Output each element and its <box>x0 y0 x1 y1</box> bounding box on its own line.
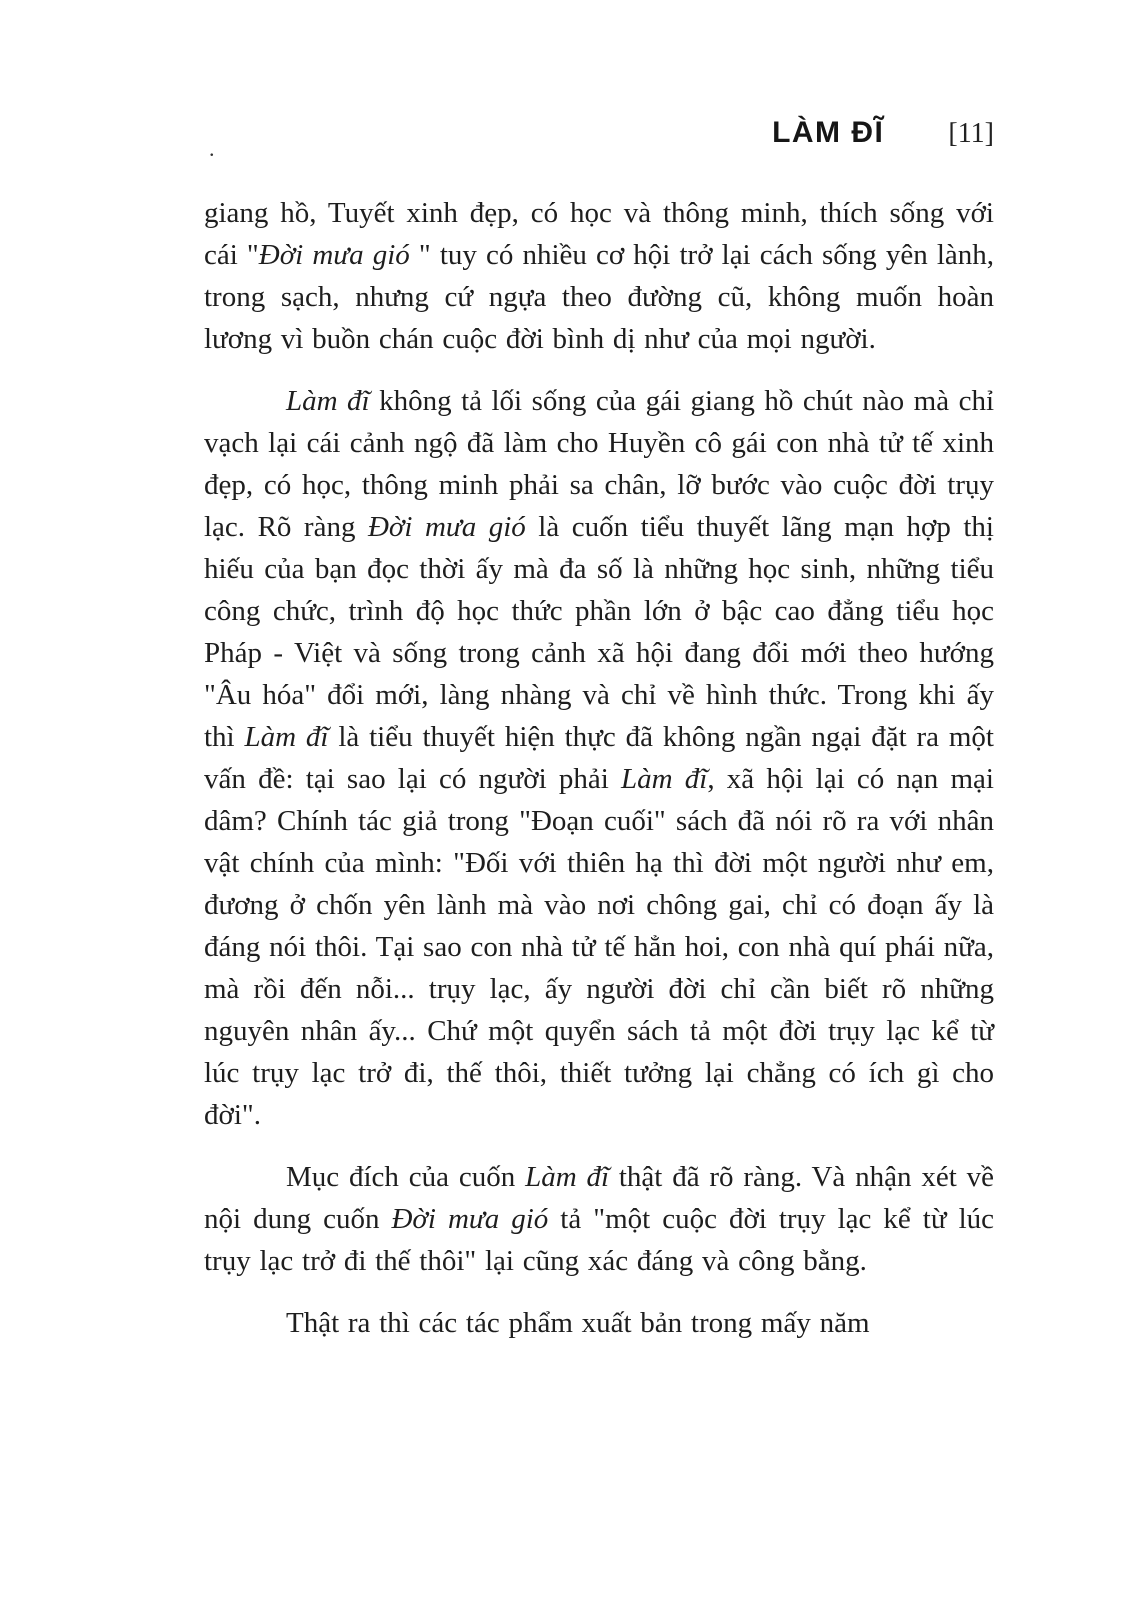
book-title-italic: Làm đĩ <box>621 763 708 795</box>
paragraph <box>204 1302 994 1344</box>
page-header <box>204 116 994 150</box>
text-run: giang hồ, Tuyết xinh đẹp, có học và thông minh, thích sống với cái " <box>204 197 994 271</box>
text-run: là cuốn tiểu thuyết lãng mạn hợp thị hiếu của bạn đọc thời ấy mà đa số là những học sinh, những tiểu công chức, trình độ học thức phần lớn ở bậc cao đẳng tiểu học Pháp - Việt và sống trong cảnh xã hội đang đổi mới theo hướng "Âu hóa" đổi mới, làng nhàng và chỉ về hình thức. Trong khi ấy thì <box>204 511 994 753</box>
text-run: thật đã rõ ràng. Và nhận xét về nội dung cuốn <box>204 1161 994 1235</box>
text-run: là tiểu thuyết hiện thực đã không ngần ngại đặt ra một vấn đề: tại sao lại có người phải <box>204 721 994 795</box>
stray-mark: . <box>209 136 215 161</box>
book-title-italic: Đời mưa gió <box>391 1203 549 1235</box>
text-run: tả "một cuộc đời trụy lạc kể từ lúc trụy lạc trở đi thế thôi" lại cũng xác đáng và công bằng. <box>204 1203 995 1277</box>
page-number: [11] <box>948 118 994 149</box>
page-body <box>204 192 994 1344</box>
book-title-italic: Làm đĩ <box>525 1161 610 1193</box>
book-title-italic: Đời mưa gió <box>258 239 410 271</box>
text-run: " tuy có nhiều cơ hội trở lại cách sống yên lành, trong sạch, nhưng cứ ngựa theo đường cũ, không muốn hoàn lương vì buồn chán cuộc đời bình dị như của mọi người. <box>204 239 994 355</box>
paragraph <box>204 192 994 360</box>
text-run: , xã hội lại có nạn mại dâm? Chính tác giả trong "Đoạn cuối" sách đã nói rõ ra với nhân vật chính của mình: "Đối với thiên hạ thì đời một người như em, đương ở chốn yên lành mà vào nơi chông gai, chỉ có đoạn ấy là đáng nói thôi. Tại sao con nhà tử tế hẳn hoi, con nhà quí phái nữa, mà rồi đến nỗi... trụy lạc, ấy người đời chỉ cần biết rõ những nguyên nhân ấy... Chứ một quyển sách tả một đời trụy lạc kể từ lúc trụy lạc trở đi, thế thôi, thiết tưởng lại chẳng có ích gì cho đời". <box>204 763 994 1131</box>
text-run: Mục đích của cuốn <box>286 1161 526 1193</box>
book-title-italic: Đời mưa gió <box>367 511 526 543</box>
book-title-italic: Làm đĩ <box>244 721 329 753</box>
running-title: LÀM ĐĨ <box>772 116 885 149</box>
text-run: không tả lối sống của gái giang hồ chút nào mà chỉ vạch lại cái cảnh ngộ đã làm cho Huyền cô gái con nhà tử tế xinh đẹp, có học, thông minh phải sa chân, lỡ bước vào cuộc đời trụy lạc. Rõ ràng <box>204 385 994 543</box>
book-title-italic: Làm đĩ <box>286 385 370 417</box>
text-run: Thật ra thì các tác phẩm xuất bản trong mấy năm <box>286 1307 870 1339</box>
paragraph <box>204 1156 994 1282</box>
paragraph <box>204 380 994 1136</box>
page-content <box>204 116 994 1364</box>
